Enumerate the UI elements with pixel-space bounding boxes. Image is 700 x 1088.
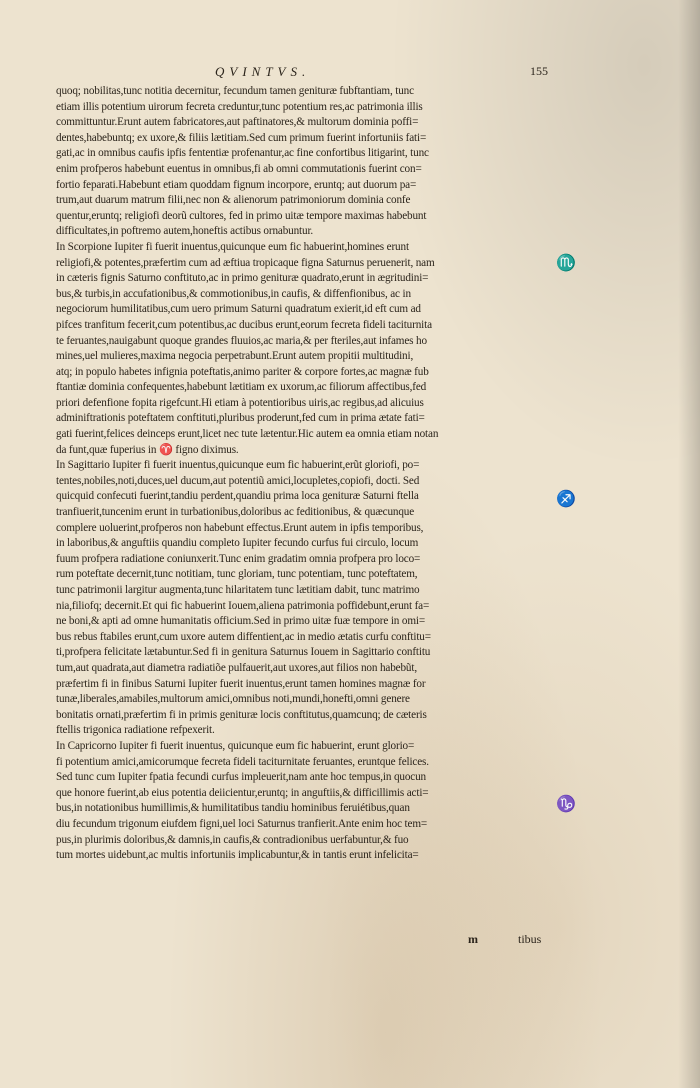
text-line: quicquid confecuti fuerint,tandiu perdent,quandiu prima loca genituræ Saturni ftella xyxy=(56,490,419,503)
paragraph xyxy=(56,458,551,739)
text-line: tum mortes uidebunt,ac multis infortuniis implicabuntur,& in tantis erunt infelicita= xyxy=(56,849,419,862)
capricorn-sign-icon: ♑ xyxy=(556,796,576,813)
text-line: in laboribus,& anguftiis quandiu completo Iupiter fecundo curfus fui circulo, locum xyxy=(56,537,419,550)
text-line: atq; in populo habetes infignia poteftatis,animo pariter & corpore fortes,ac magnæ fub xyxy=(56,365,429,378)
text-line: bus,& turbis,in accufationibus,& commotionibus,in caufis, & diffenfionibus, ac in xyxy=(56,287,411,300)
text-line: fortio feparati.Habebunt etiam quoddam fignum incorpore, eruntq; aut duorum pa= xyxy=(56,178,417,191)
text-line: gati fuerint,felices deinceps erunt,licet nec tute lætentur.Hic autem ea omnia etiam notan xyxy=(56,428,439,441)
text-line: in cæteris fignis Saturno conftituto,ac in primo genituræ quadrato,erunt in ægritudini= xyxy=(56,272,429,285)
text-line: fuum profpera radiatione coniunxerit.Tunc enim gradatim omnia profpera pro loco= xyxy=(56,552,421,565)
text-line: bonitatis ornati,præfertim fi in primis genituræ locis conftitutus,quamcunq; de cæteris xyxy=(56,708,427,721)
text-line: tentes,nobiles,noti,duces,uel ducum,aut potentiũ amici,locupletes,copiofi, docti. Sed xyxy=(56,474,420,487)
text-line: bus rebus ftabiles erunt,cum uxore autem diffentient,ac in medio ætatis curfu conftitu= xyxy=(56,630,431,643)
scorpio-sign-icon: ♏ xyxy=(556,255,576,272)
paragraph xyxy=(56,739,551,864)
text-line: da funt,quæ fuperius in ♈ figno diximus. xyxy=(56,443,239,456)
text-line: ftantiæ dominia confequentes,habebunt lætitiam ex uxorum,ac filiorum affectibus,fed xyxy=(56,381,427,394)
text-line: gati,ac in omnibus caufis ipfis fententiæ profenantur,ac fine confortibus litigarint, tunc xyxy=(56,147,429,160)
running-title: QVINTVS. xyxy=(215,64,311,79)
text-line: quoq; nobilitas,tunc notitia decernitur, fecundum tamen genituræ fubftantiam, tunc xyxy=(56,85,414,97)
text-line: enim profperos habebunt euentus in omnibus,fi ab omni commutationis fuerint con= xyxy=(56,162,422,175)
signature-mark: m xyxy=(468,932,478,946)
text-line: adminiftrationis poteftatem conftituti,pluribus proderunt,fed cum in prima ætate fati= xyxy=(56,412,425,425)
text-line: bus,in notationibus humillimis,& humilitatibus tandiu hominibus feruiétibus,quan xyxy=(56,802,410,815)
text-line: trum,aut duarum matrum filii,nec non & alienorum patrimoniorum dominia confe xyxy=(56,194,411,207)
text-line: rum poteftate decernit,tunc notitiam, tunc gloriam, tunc potentiam, tunc poteftatem, xyxy=(56,568,418,581)
text-line: mines,uel mulieres,maxima negocia perpetrabunt.Erunt autem propitii multitudini, xyxy=(56,350,414,363)
sagittarius-sign-icon: ♐ xyxy=(556,491,576,508)
text-line: etiam illis potentium uirorum fecreta creduntur,tunc potentium res,ac patrimonia illis xyxy=(56,100,423,113)
text-line: fi potentium amici,amicorumque fecreta fideli taciturnitate feruantes, eruntque felices. xyxy=(56,755,429,768)
text-line: ne boni,& apti ad omne humanitatis officium.Sed in primo uitæ fuæ tempore in omi= xyxy=(56,615,425,628)
text-line: nia,filiofq; decernit.Et qui fic habuerint Iouem,aliena patrimonia poffidebunt,erunt fa= xyxy=(56,599,430,612)
text-line: pus,in plurimis doloribus,& damnis,in caufis,& contradionibus uerfabuntur,& fuo xyxy=(56,833,409,846)
text-line: diu fecundum trigonum eiufdem figni,uel loci Saturnus tranfierit.Ante enim hoc tem= xyxy=(56,817,428,830)
text-block xyxy=(56,84,551,864)
text-line: priori defenfione fopita rigefcunt.Hi etiam à potentioribus uiris,ac regibus,ad alicuius xyxy=(56,396,424,409)
text-line: tranfiuerit,tuncenim erunt in turbationibus,doloribus ac feditionibus, & quæcunque xyxy=(56,506,415,519)
text-line: que honore fuerint,ab eius potentia deiicientur,eruntq; in anguftiis,& difficillimis acti= xyxy=(56,786,429,799)
catchword: tibus xyxy=(518,932,542,946)
text-line: committuntur.Erunt autem fabricatores,aut paftinatores,& multorum dominia poffi= xyxy=(56,116,419,129)
paragraph xyxy=(56,84,551,240)
text-line: complere uoluerint,profperos non habebunt effectus.Erunt autem in ipfis temporibus, xyxy=(56,521,424,534)
paragraph xyxy=(56,240,551,458)
text-line: dentes,habebuntq; ex uxore,& filiis lætitiam.Sed cum primum fuerint infortuniis fati= xyxy=(56,131,427,144)
text-line: In Scorpione Iupiter fi fuerit inuentus,quicunque eum fic habuerint,homines erunt xyxy=(56,240,409,253)
text-line: te feruantes,nauigabunt quoque grandes fluuios,ac maria,& per fteriles,aut infames ho xyxy=(56,334,427,347)
text-line: pifces tranfitum fecerit,cum potentibus,ac ducibus erunt,eorum fecreta fideli taciturnita xyxy=(56,318,432,331)
folio-number: 155 xyxy=(530,64,548,78)
text-line: difficultates,in poftremo autem,honeftis actibus ornabuntur. xyxy=(56,225,314,238)
text-line: Sed tunc cum Iupiter fpatia fecundi curfus impleuerit,nam ante hoc tempus,in quocun xyxy=(56,771,426,784)
text-line: tunæ,liberales,amabiles,multorum amici,omnibus noti,mundi,honefti,omni genere xyxy=(56,693,410,706)
text-line: tum,aut quadrata,aut diametra radiatiõe pulfauerit,aut uxores,aut filios non habebũt, xyxy=(56,661,417,674)
text-line: tunc patrimonii largitur augmenta,tunc hilaritatem tunc lætitiam dabit, tunc matrimo xyxy=(56,584,420,596)
text-line: ftellis trigonica radiatione refpexerit. xyxy=(56,724,215,737)
text-line: In Sagittario Iupiter fi fuerit inuentus,quicunque eum fic habuerint,erũt gloriofi, po= xyxy=(56,459,420,472)
text-line: quentur,eruntq; religiofi deorũ cultores, fed in primo uitæ tempore maximas habebunt xyxy=(56,209,427,222)
text-line: ti,profpera felicitate lætabuntur.Sed fi in genitura Saturnus Iouem in Sagittario conftitu xyxy=(56,646,431,659)
page-edge-shadow xyxy=(678,0,700,1088)
text-line: In Capricorno Iupiter fi fuerit inuentus, quicunque eum fic habuerint, erunt glorio= xyxy=(56,739,415,752)
text-line: religiofi,& potentes,præfertim cum ad æftiua tropicaque figna Saturnus peruenerit, nam xyxy=(56,256,435,269)
text-line: præfertim fi in finibus Saturni Iupiter fuerit inuentus,erunt tamen homines magnæ for xyxy=(56,677,426,690)
text-line: negociorum humilitatibus,cum uero primum Saturni quadratum exierit,id eft cum ad xyxy=(56,303,421,316)
